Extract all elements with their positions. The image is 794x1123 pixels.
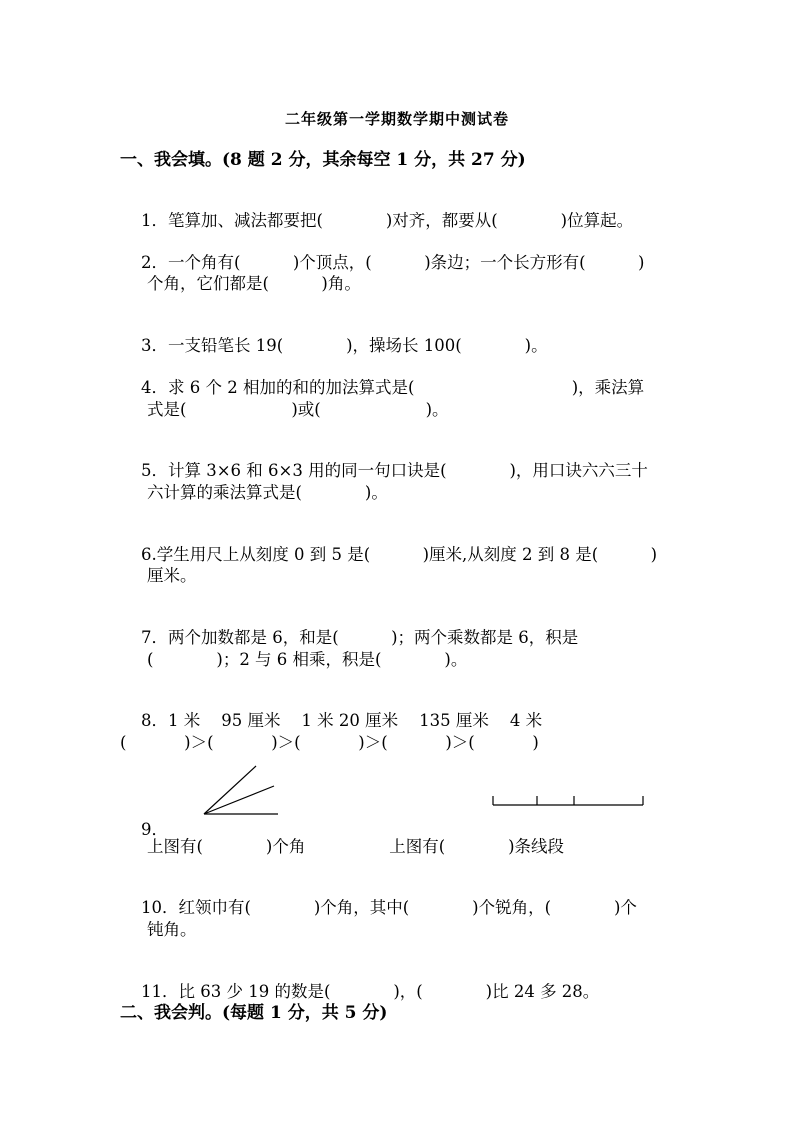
question-number: 8．	[140, 711, 168, 730]
question-text: 学生用尺上从刻度 0 到 5 是( )厘米,从刻度 2 到 8 是( )	[156, 545, 658, 564]
angle-ray-upper	[204, 766, 256, 814]
question-text: 两个加数都是 6，和是( )；两个乘数都是 6，积是	[167, 628, 579, 647]
line-segment-figure	[490, 793, 646, 807]
question-6	[120, 525, 657, 585]
question-10-continuation: 钝角。	[147, 920, 197, 939]
question-number: 9．	[140, 820, 168, 839]
page-title: 二年级第一学期数学期中测试卷	[284, 110, 509, 128]
question-4-continuation: 式是( )或( )。	[147, 400, 449, 419]
question-6-continuation: 厘米。	[147, 566, 197, 585]
question-number: 1．	[140, 211, 168, 230]
question-5-continuation: 六计算的乘法算式是( )。	[147, 483, 388, 502]
question-number: 5．	[140, 461, 168, 480]
question-number: 6.	[140, 545, 157, 564]
question-number: 10．	[140, 898, 179, 917]
question-text: 计算 3×6 和 6×3 用的同一句口诀是( )，用口诀六六三十	[167, 461, 648, 480]
question-9-answer-row: 上图有( )个角 上图有( )条线段	[147, 837, 565, 856]
question-2-continuation: 个角，它们都是( )角。	[147, 274, 361, 293]
question-text: 比 63 少 19 的数是( )，( )比 24 多 28。	[178, 982, 600, 1001]
question-text: 求 6 个 2 相加的和的加法算式是( )，乘法算	[167, 378, 645, 397]
question-number: 4．	[140, 378, 168, 397]
question-10	[120, 878, 637, 938]
angle-figure	[200, 764, 280, 818]
question-text: 笔算加、减法都要把( )对齐，都要从( )位算起。	[167, 211, 634, 230]
angle-ray-lower	[204, 786, 274, 814]
question-7-continuation: ( )；2 与 6 相乘，积是( )。	[147, 650, 468, 669]
question-number: 11．	[140, 982, 179, 1001]
section-1-heading: 一、我会填。(8 题 2 分，其余每空 1 分，共 27 分)	[120, 150, 526, 170]
question-text: 一支铅笔长 19( )，操场长 100( )。	[167, 336, 548, 355]
question-8-answer-row: ( )＞( )＞( )＞( )＞( )	[120, 733, 539, 752]
question-text: 一个角有( )个顶点，( )条边；一个长方形有( )	[167, 253, 645, 272]
question-number: 3．	[140, 336, 168, 355]
question-text: 1 米 95 厘米 1 米 20 厘米 135 厘米 4 米	[167, 711, 543, 730]
question-number: 7．	[140, 628, 168, 647]
question-text: 红领巾有( )个角，其中( )个锐角，( )个	[178, 898, 637, 917]
section-2-heading: 二、我会判。(每题 1 分，共 5 分)	[120, 1003, 388, 1023]
question-number: 2．	[140, 253, 168, 272]
